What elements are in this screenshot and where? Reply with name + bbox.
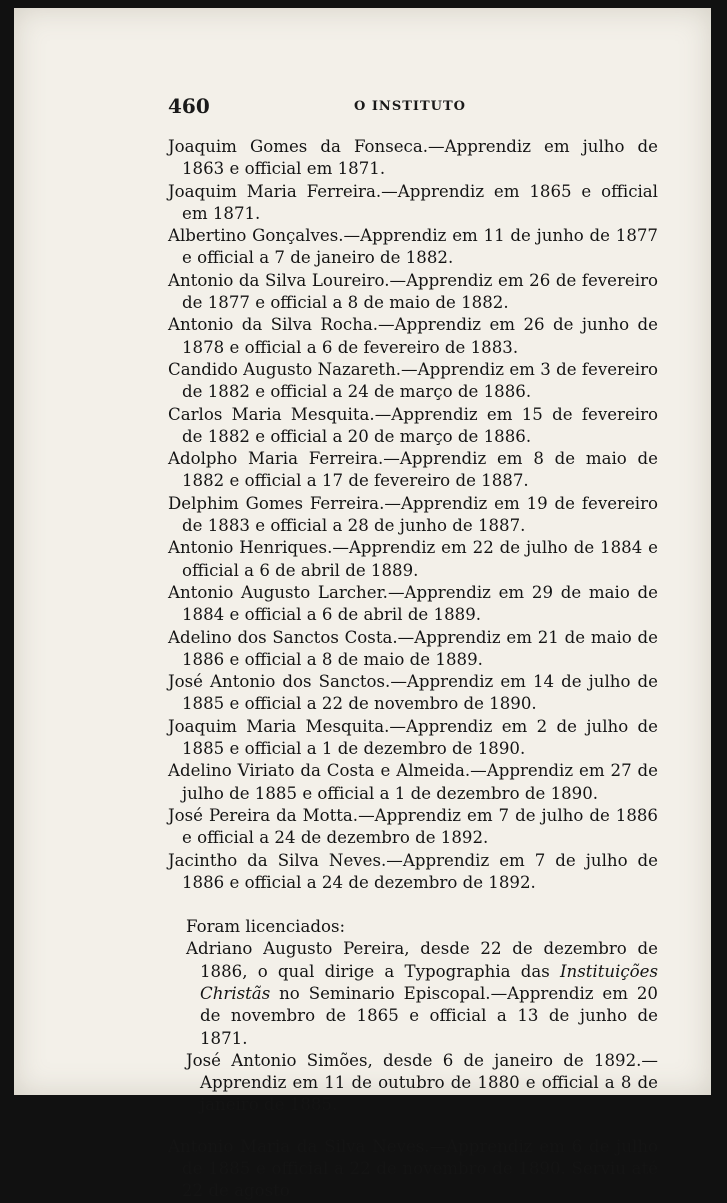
entry-10: Antonio Henriques.—Apprendiz em 22 de julho de 1884 e official a 6 de abril de 1889. <box>168 538 658 580</box>
entry-6: Candido Augusto Nazareth.—Apprendiz em 3 de fevereiro de 1882 e official a 24 de março de 1886. <box>168 359 658 402</box>
entry-8: Adolpho Maria Ferreira.—Apprendiz em 8 de maio de 1882 e official a 17 de fevereiro de 1887. <box>168 449 658 491</box>
section-gap <box>168 894 658 916</box>
page-number: 460 <box>168 94 210 118</box>
entry-2: Joaquim Maria Ferreira.—Apprendiz em 1865 e official em 1871. <box>168 181 658 223</box>
licenciado-entry-1-text-a: Adriano Augusto Pereira, desde 22 de dezembro de 1886, o qual dirige a Typographia das <box>186 939 658 981</box>
licenciado-entry-1 <box>168 938 658 1049</box>
licenciado-entry-2 <box>168 1050 658 1117</box>
entry-15: Adelino Viriato da Costa e Almeida.—Apprendiz em 27 de julho de 1885 e official a 1 de dezembro de 1890. <box>168 761 658 803</box>
entry-4: Antonio da Silva Loureiro.—Apprendiz em 26 de fevereiro de 1877 e official a 8 de maio de 1882. <box>168 270 658 313</box>
page-header <box>168 94 658 124</box>
institution-name: Instituições Christãs <box>200 961 658 1003</box>
running-head: O INSTITUTO <box>354 99 466 114</box>
book-page <box>14 8 711 1201</box>
licenciado-entry-2-text: José Antonio Simões, desde 6 de janeiro de 1892.—Apprendiz em 11 de outubro de 1880 e official a 8 de janeiro de 1885. <box>186 1050 658 1115</box>
section-gap-2 <box>168 1117 658 1136</box>
licenciado-entry-1-text-b: no Seminario Episcopal.—Apprendiz em 20 de novembro de 1865 e official a 13 de junho de 1871. <box>200 983 658 1048</box>
entry-3: Albertino Gonçalves.—Apprendiz em 11 de junho de 1877 e official a 7 de janeiro de 1882. <box>168 226 658 268</box>
page-body <box>168 136 658 1203</box>
entry-17: Jacintho da Silva Neves.—Apprendiz em 7 de julho de 1886 e official a 24 de dezembro de 1892. <box>168 850 658 892</box>
entry-9: Delphim Gomes Ferreira.—Apprendiz em 19 de fevereiro de 1883 e official a 28 de junho de 1887. <box>168 493 658 536</box>
entry-13: José Antonio dos Sanctos.—Apprendiz em 14 de julho de 1885 e official a 22 de novembro de 1890. <box>168 672 658 714</box>
entry-1: Joaquim Gomes da Fonseca.—Apprendiz em julho de 1863 e official em 1871. <box>168 137 658 179</box>
entry-14: Joaquim Maria Mesquita.—Apprendiz em 2 de julho de 1885 e official a 1 de dezembro de 1890. <box>168 716 658 759</box>
entry-12: Adelino dos Sanctos Costa.—Apprendiz em 21 de maio de 1886 e official a 8 de maio de 1889. <box>168 627 658 669</box>
entry-11: Antonio Augusto Larcher.—Apprendiz em 29 de maio de 1884 e official a 6 de abril de 1889. <box>168 582 658 625</box>
entry-5: Antonio da Silva Rocha.—Apprendiz em 26 de junho de 1878 e official a 6 de fevereiro de 1883. <box>168 315 658 357</box>
entry-16: José Pereira da Motta.—Apprendiz em 7 de julho de 1886 e official a 24 de dezembro de 1892. <box>168 805 658 848</box>
entry-7: Carlos Maria Mesquita.—Apprendiz em 15 de fevereiro de 1882 e official a 20 de março de 1886. <box>168 404 658 446</box>
final-entry: Antonio Maria da Silva Neves.—Apprendiz em 6 de julho de 1885 e official a 22 de novembro de 1890. Serviu até 22 de agosto <box>168 1136 658 1201</box>
licenciados-heading: Foram licenciados: <box>186 917 346 937</box>
